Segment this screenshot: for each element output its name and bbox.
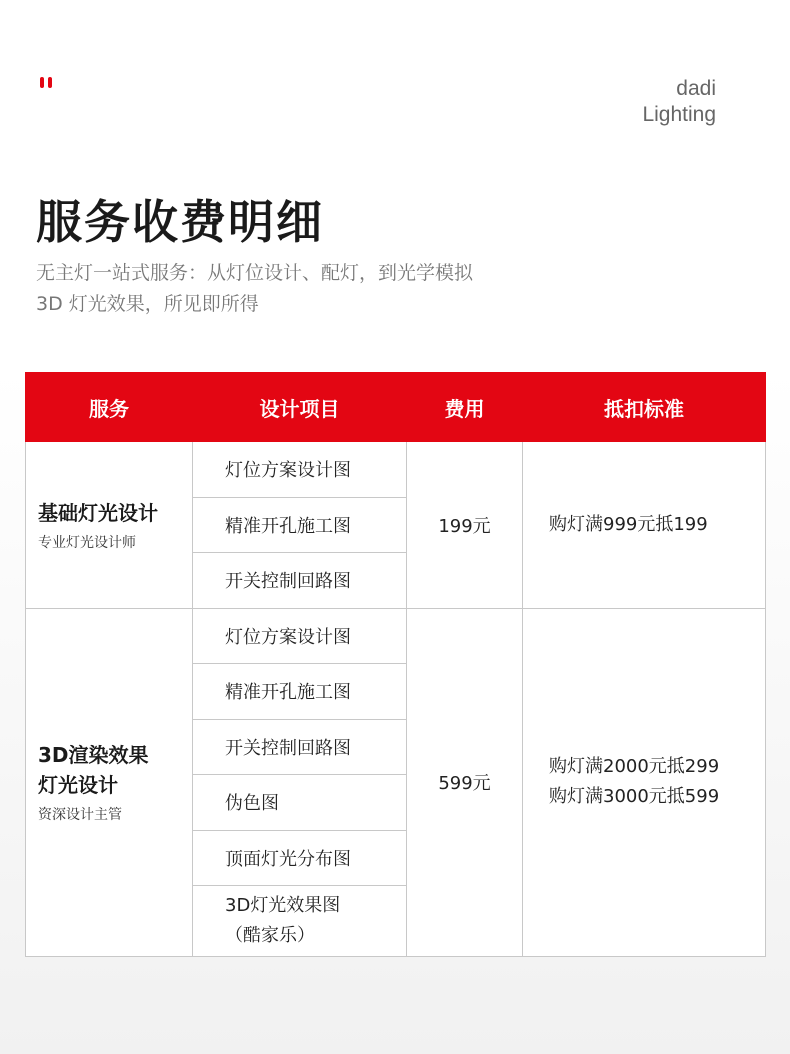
- header-fee: 费用: [407, 373, 523, 442]
- service-cell: [26, 442, 193, 609]
- quote-mark-icon: [40, 77, 52, 88]
- price-table: [25, 372, 766, 957]
- design-item: 伪色图: [193, 775, 407, 831]
- table-header-row: [26, 373, 766, 442]
- page-title: 服务收费明细: [36, 195, 324, 249]
- design-item: 精准开孔施工图: [193, 497, 407, 553]
- design-item: 顶面灯光分布图: [193, 830, 407, 886]
- fee-cell: 199元: [407, 442, 523, 609]
- design-item: 3D灯光效果图 （酷家乐）: [193, 886, 407, 957]
- page-subtitle: [36, 258, 656, 320]
- service-name: 基础灯光设计: [38, 500, 158, 525]
- brand-line-1: dadi: [676, 77, 716, 100]
- header-deduction: 抵扣标准: [523, 373, 766, 442]
- design-item: 开关控制回路图: [193, 719, 407, 775]
- service-designer: 专业灯光设计师: [38, 534, 136, 551]
- service-cell: [26, 608, 193, 957]
- deduction-cell: 购灯满2000元抵299 购灯满3000元抵599: [523, 608, 766, 957]
- brand-line-2: Lighting: [642, 103, 716, 126]
- subtitle-line-1: 无主灯一站式服务：从灯位设计、配灯，到光学模拟: [36, 262, 474, 284]
- table-row: [26, 442, 766, 498]
- service-name: 3D渲染效果 灯光设计: [38, 743, 149, 798]
- design-item: 精准开孔施工图: [193, 664, 407, 720]
- design-item: 灯位方案设计图: [193, 442, 407, 498]
- service-designer: 资深设计主管: [38, 807, 122, 824]
- fee-cell: 599元: [407, 608, 523, 957]
- subtitle-line-2: 3D 灯光效果，所见即所得: [36, 293, 259, 315]
- design-item: 灯位方案设计图: [193, 608, 407, 664]
- design-item: 开关控制回路图: [193, 553, 407, 609]
- header-service: 服务: [26, 373, 193, 442]
- deduction-cell: 购灯满999元抵199: [523, 442, 766, 609]
- brand-logo: [642, 76, 716, 128]
- header-items: 设计项目: [193, 373, 407, 442]
- table-row: [26, 608, 766, 664]
